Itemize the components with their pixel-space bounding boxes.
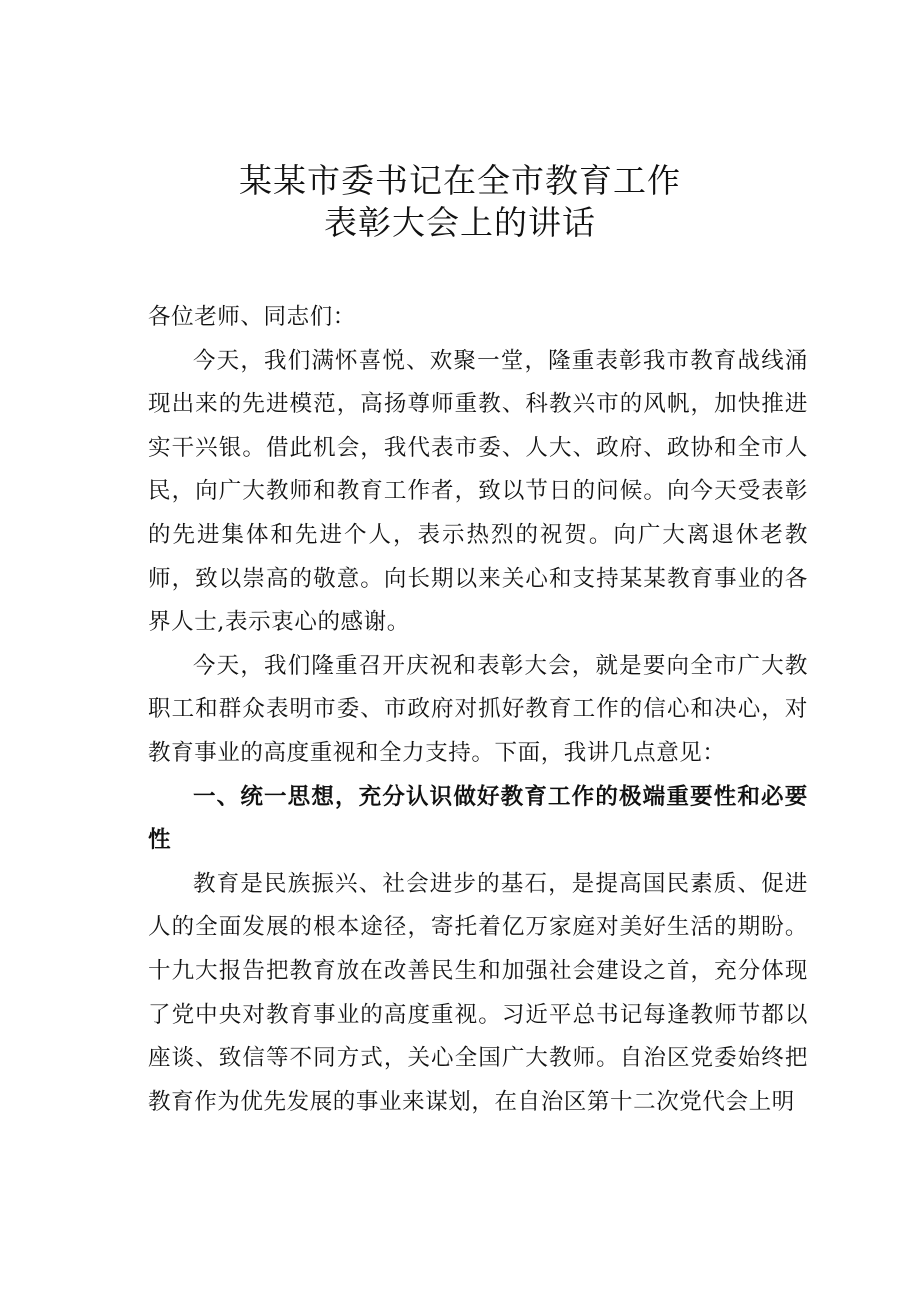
document-body [148, 296, 808, 1124]
document-title-line-2: 表彰大会上的讲话 [324, 203, 596, 242]
salutation: 各位老师、同志们： [148, 304, 356, 330]
paragraph-opening: 今天，我们满怀喜悦、欢聚一堂，隆重表彰我市教育战线涌现出来的先进模范，高扬尊师重教、科教兴市的风帆，加快推进实干兴银。借此机会，我代表市委、人大、政府、政协和全市人民，向广大教师和教育工作者，致以节日的问候。向今天受表彰的先进集体和先进个人，表示热烈的祝贺。向广大离退休老教师，致以崇高的敬意。向长期以来关心和支持某某教育事业的各界人士,表示衷心的感谢。 [148, 347, 808, 636]
section-paragraph: 教育是民族振兴、社会进步的基石，是提高国民素质、促进人的全面发展的根本途径，寄托着亿万家庭对美好生活的期盼。十九大报告把教育放在改善民生和加强社会建设之首，充分体现了党中央对教育事业的高度重视。习近平总书记每逢教师节都以座谈、致信等不同方式，关心全国广大教师。自治区党委始终把教育作为优先发展的事业来谋划，在自治区第十二次党代会上明 [148, 870, 808, 1115]
paragraph-purpose: 今天，我们隆重召开庆祝和表彰大会，就是要向全市广大教职工和群众表明市委、市政府对抓好教育工作的信心和决心，对教育事业的高度重视和全力支持。下面，我讲几点意见： [148, 652, 808, 766]
section-heading: 一、统一思想，充分认识做好教育工作的极端重要性和必要性 [148, 783, 808, 854]
document-title-line-1: 某某市委书记在全市教育工作 [239, 161, 681, 200]
